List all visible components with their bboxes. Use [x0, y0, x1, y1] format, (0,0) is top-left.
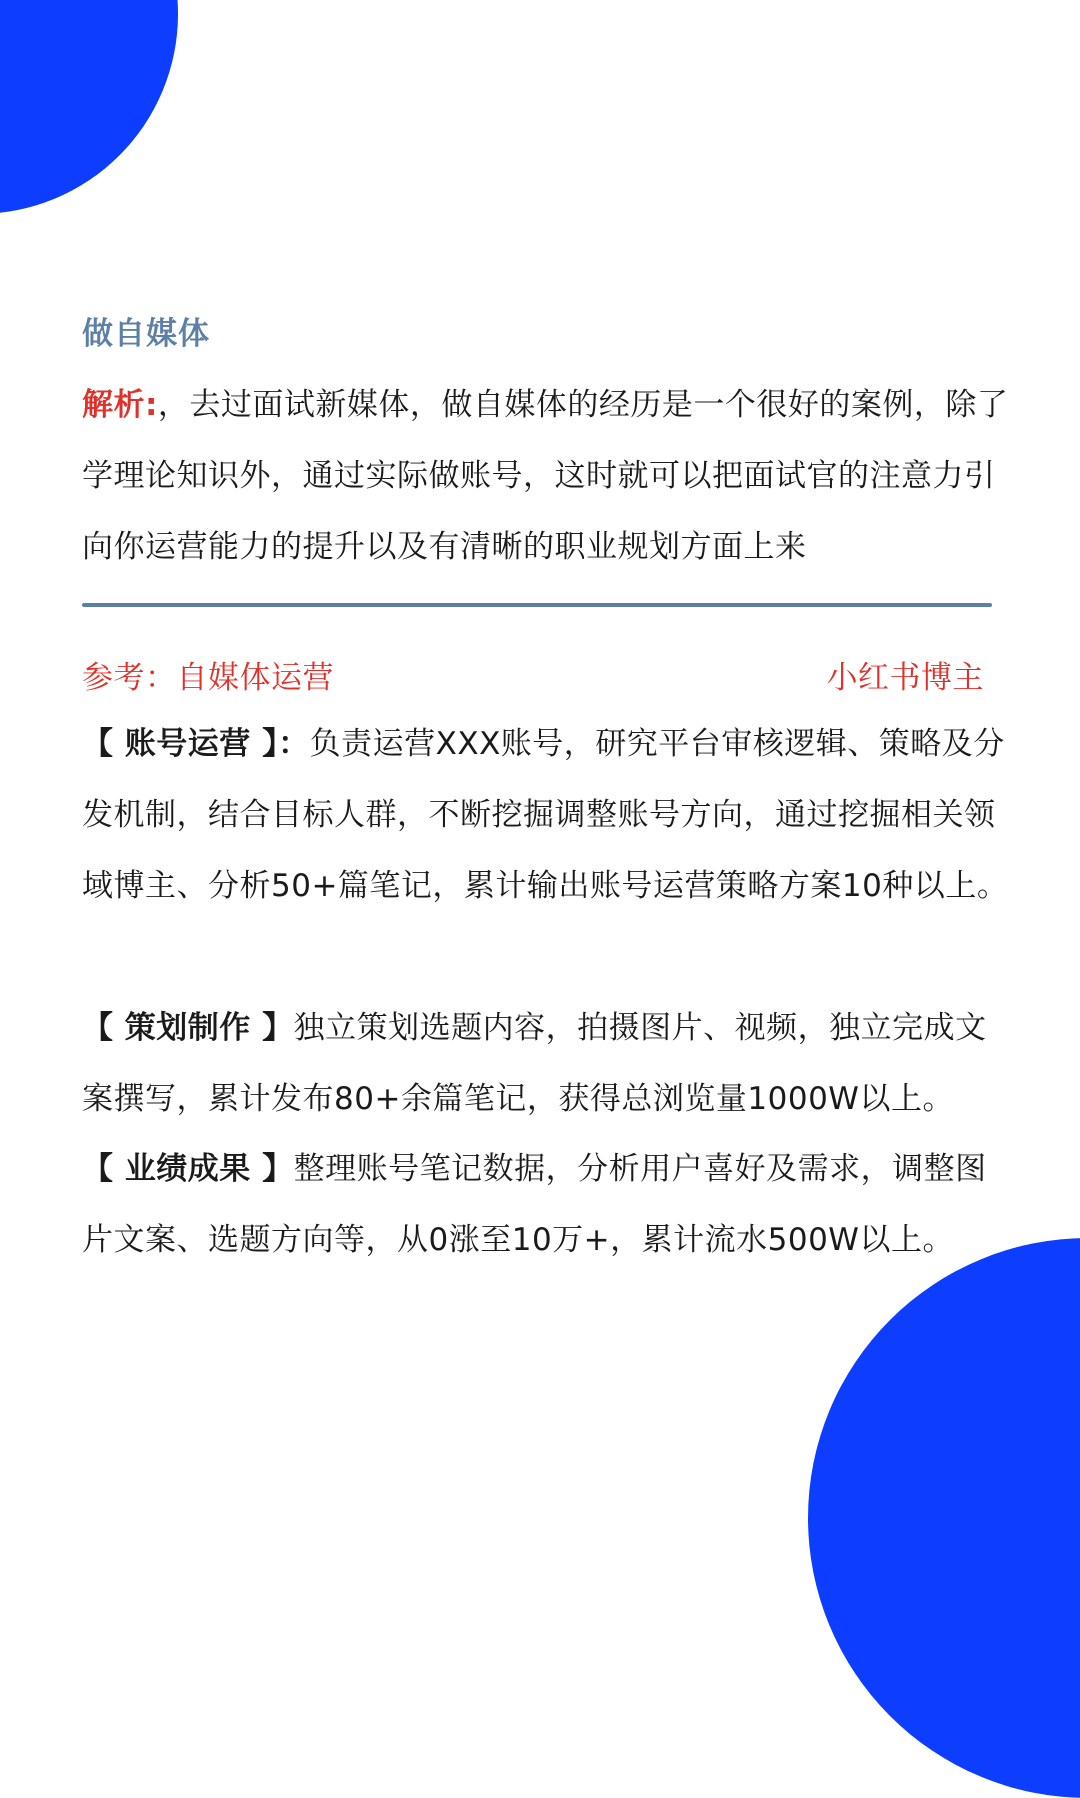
page-title: 做自媒体 — [82, 316, 210, 352]
section-text: 独立策划选题内容，拍摄图片、视频，独立完成文案撰写，累计发布80+余篇笔记，获得总浏览量1000W以上。 — [82, 1010, 987, 1117]
section-divider — [82, 603, 992, 607]
analysis-text: ，去过面试新媒体，做自媒体的经历是一个很好的案例，除了学理论知识外，通过实际做账号，这时就可以把面试官的注意力引向你运营能力的提升以及有清晰的职业规划方面上来 — [82, 387, 1009, 565]
section-text: 整理账号笔记数据，分析用户喜好及需求，调整图片文案、选题方向等，从0涨至10万+，累计流水500W以上。 — [82, 1151, 987, 1258]
decorative-circle-top — [0, 0, 178, 214]
section-text: 负责运营XXX账号，研究平台审核逻辑、策略及分发机制，结合目标人群，不断挖掘调整账号方向，通过挖掘相关领域博主、分析50+篇笔记，累计输出账号运营策略方案10种以上。 — [82, 726, 1009, 904]
section-heading: 【 账号运营 】： — [82, 726, 310, 762]
analysis-paragraph — [82, 370, 1012, 583]
reference-row — [82, 650, 984, 698]
section-heading: 【 策划制作 】 — [82, 1010, 294, 1046]
section-performance-results — [82, 1134, 1012, 1276]
reference-label: 参考：自媒体运营 — [82, 659, 334, 696]
decorative-circle-bottom — [808, 1238, 1080, 1798]
analysis-label: 解析: — [82, 387, 158, 423]
section-account-operation — [82, 709, 1012, 922]
reference-author: 小红书博主 — [826, 659, 984, 696]
section-heading: 【 业绩成果 】 — [82, 1151, 294, 1187]
section-planning-production — [82, 993, 1012, 1135]
